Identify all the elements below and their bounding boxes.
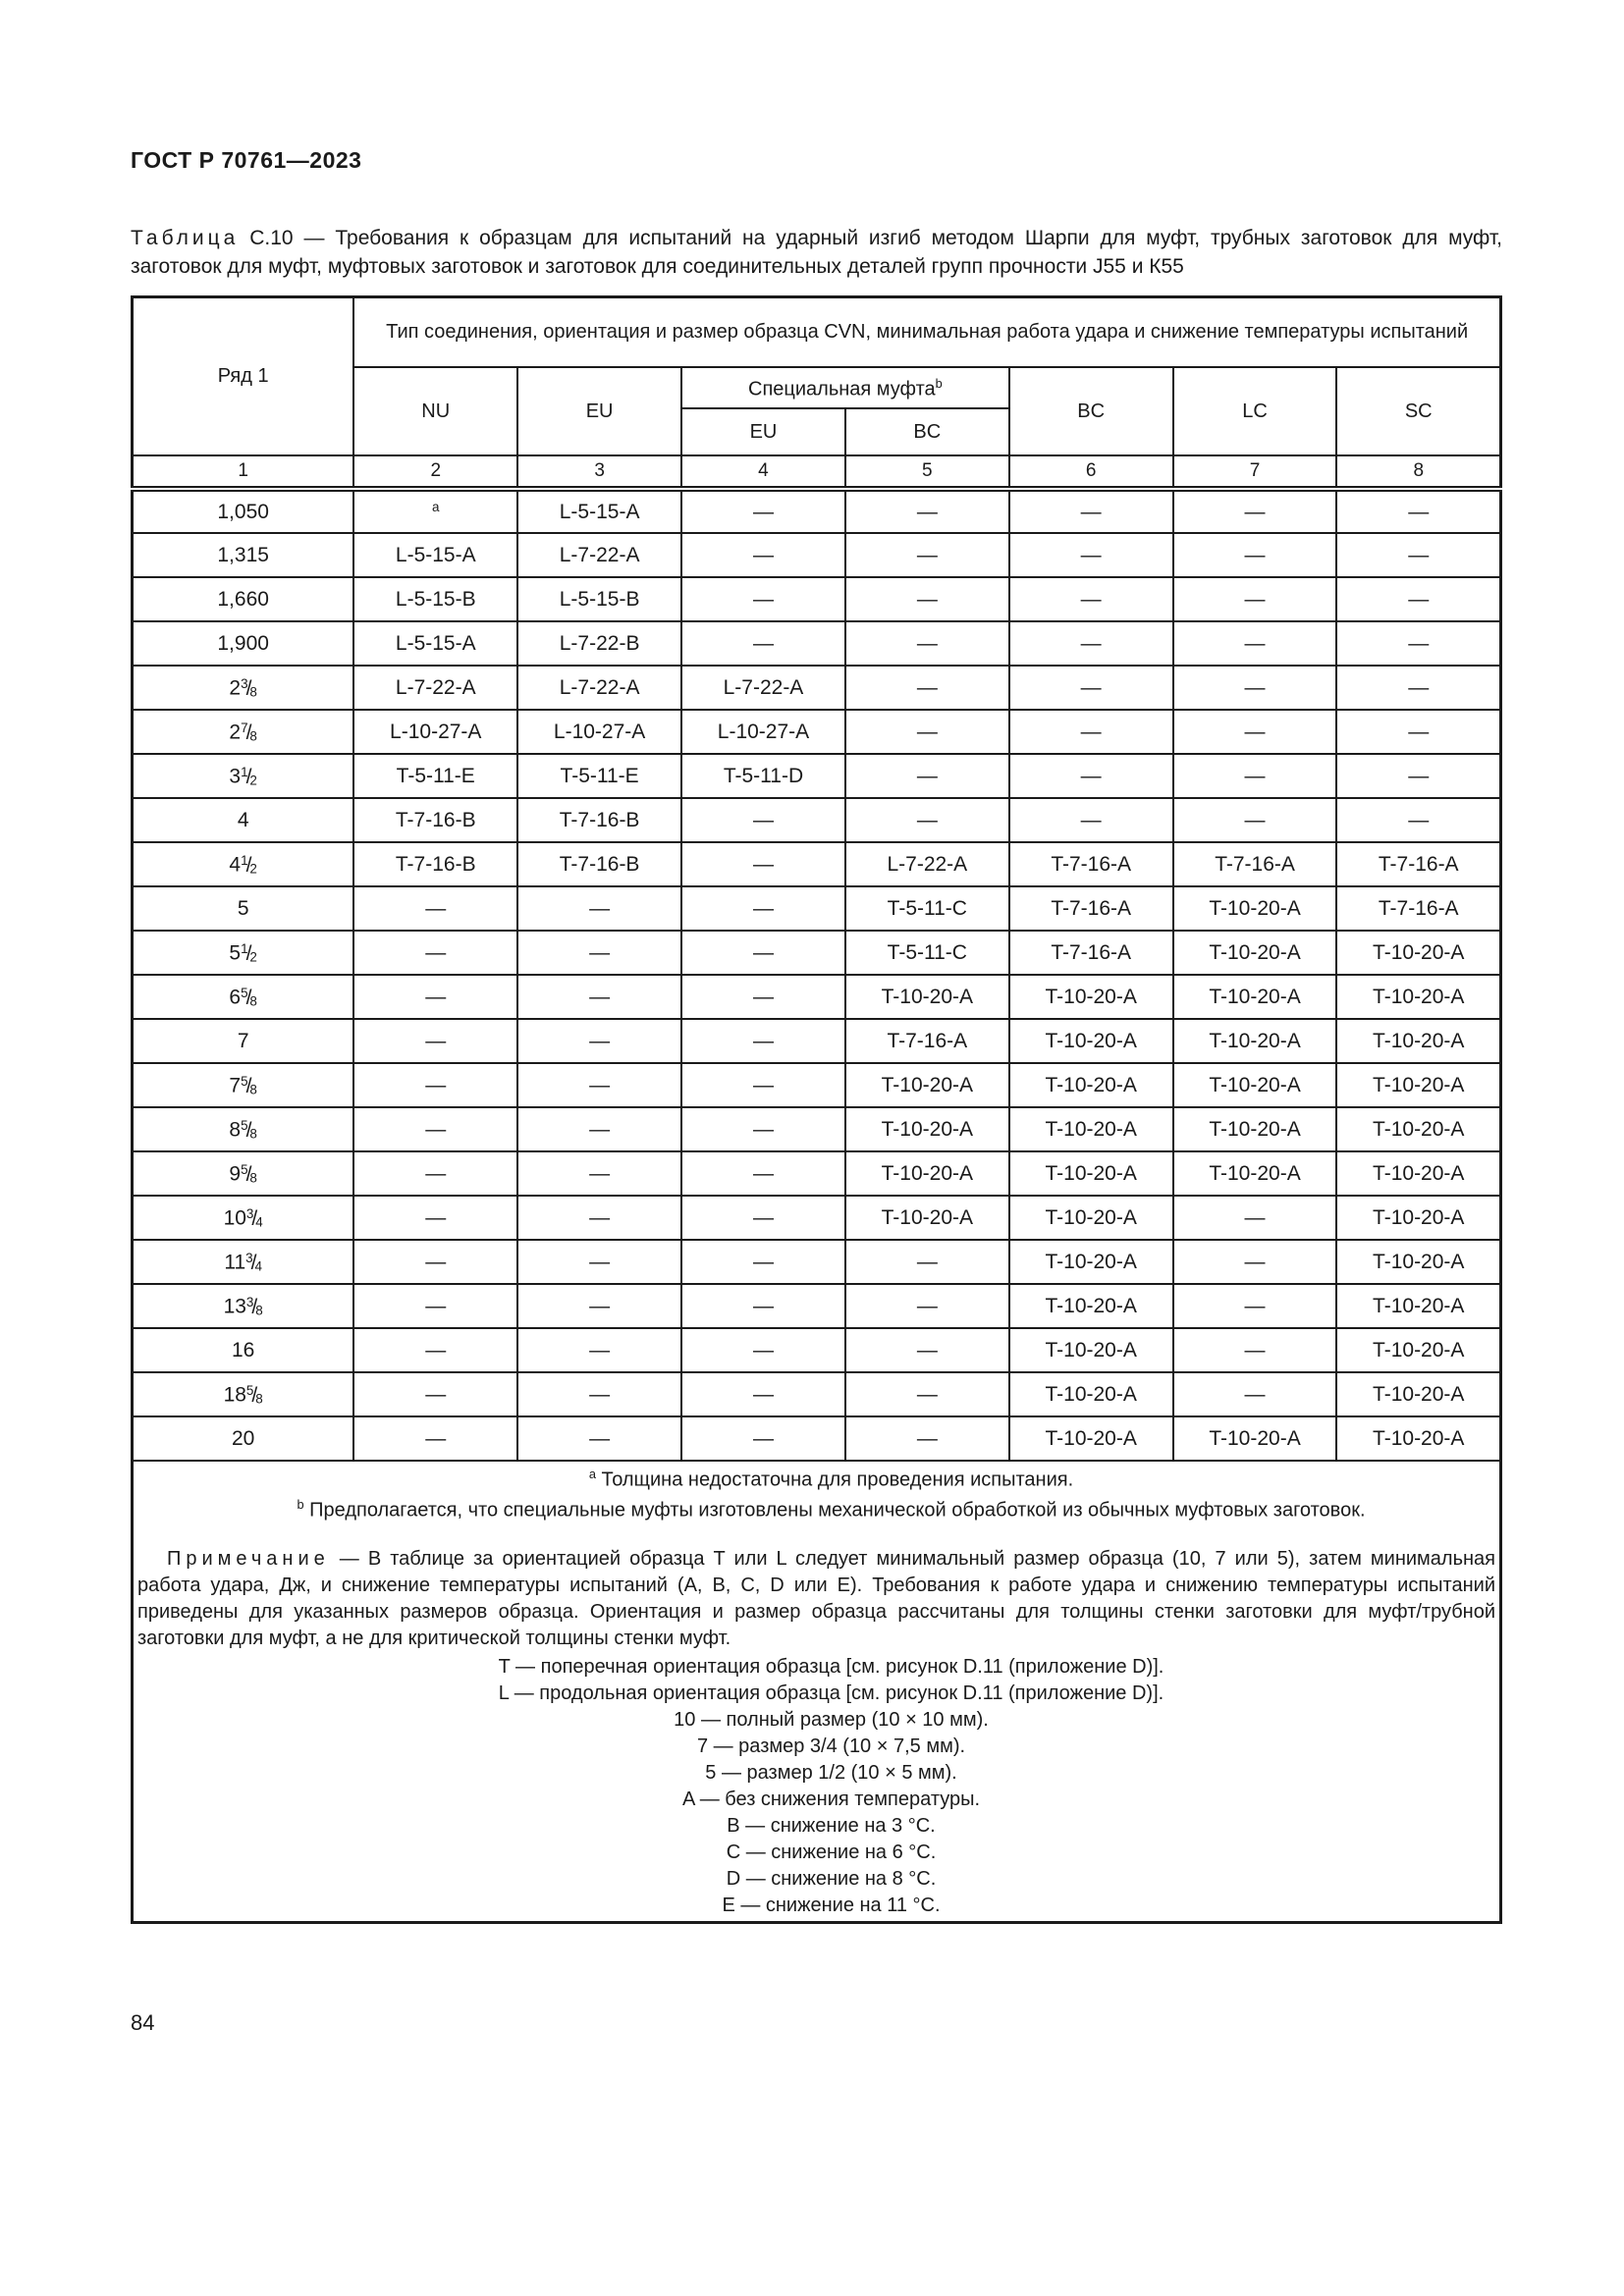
table-cell: — <box>1009 533 1173 577</box>
table-cell: — <box>1173 1284 1337 1328</box>
header-special-bc: BC <box>845 408 1009 455</box>
table-cell: T-7-16-B <box>353 798 517 842</box>
legend-line: 5 — размер 1/2 (10 × 5 мм). <box>705 1761 957 1784</box>
table-cell: T-10-20-A <box>1173 1416 1337 1461</box>
table-cell: T-10-20-A <box>1336 1328 1500 1372</box>
table-row <box>133 1328 1501 1372</box>
table-cell: T-7-16-A <box>1009 886 1173 931</box>
table-cell: — <box>845 1372 1009 1416</box>
table-notes <box>133 1461 1501 1922</box>
row-size-cell: 1,660 <box>133 577 354 621</box>
table-cell: — <box>517 886 681 931</box>
table-cell: — <box>1173 621 1337 666</box>
header-ryad1: Ряд 1 <box>133 296 354 455</box>
table-cell: T-10-20-A <box>1009 1372 1173 1416</box>
table-cell: — <box>1336 621 1500 666</box>
table-cell: — <box>1173 533 1337 577</box>
table-caption <box>131 225 1502 282</box>
table-cell: T-10-20-A <box>845 1063 1009 1107</box>
table-cell: T-10-20-A <box>1336 1416 1500 1461</box>
table-cell: — <box>845 489 1009 533</box>
table-cell: — <box>517 1284 681 1328</box>
table-cell: — <box>681 577 845 621</box>
table-cell: T-10-20-A <box>1336 1196 1500 1240</box>
legend-line: E — снижение на 11 °C. <box>722 1894 941 1916</box>
table-row <box>133 931 1501 975</box>
table-cell: — <box>353 975 517 1019</box>
footnote: $^b$ Предполагается, что специальные муфты изготовлены механической обработкой из обычных муфтовых заготовок. <box>297 1497 1366 1522</box>
table-cell: T-10-20-A <box>1336 1240 1500 1284</box>
table-head <box>133 296 1501 489</box>
table-cell: — <box>517 1372 681 1416</box>
table-cell: — <box>681 533 845 577</box>
table-c10 <box>131 295 1502 1924</box>
table-cell: — <box>845 798 1009 842</box>
table-cell: — <box>1336 710 1500 754</box>
column-number: 7 <box>1173 455 1337 489</box>
table-cell: — <box>517 1328 681 1372</box>
table-row <box>133 754 1501 798</box>
table-cell: L-7-22-A <box>517 666 681 710</box>
row-size-cell: $18^5/_8$ <box>133 1372 354 1416</box>
table-cell: — <box>1173 1328 1337 1372</box>
row-size-cell: $3^1/_2$ <box>133 754 354 798</box>
table-cell: — <box>353 1240 517 1284</box>
table-cell: T-10-20-A <box>1336 1107 1500 1151</box>
row-size-cell: 7 <box>133 1019 354 1063</box>
table-cell: — <box>353 1284 517 1328</box>
table-cell: — <box>845 1416 1009 1461</box>
row-size-cell: $5^1/_2$ <box>133 931 354 975</box>
table-cell: T-10-20-A <box>1009 975 1173 1019</box>
table-row <box>133 1240 1501 1284</box>
table-cell: — <box>353 1196 517 1240</box>
table-cell: T-7-16-A <box>1009 931 1173 975</box>
table-cell: — <box>353 1416 517 1461</box>
table-cell: T-7-16-A <box>1009 842 1173 886</box>
table-cell: — <box>1009 666 1173 710</box>
table-cell: T-7-16-A <box>1173 842 1337 886</box>
header-row-group <box>133 296 1501 367</box>
header-group-title: Тип соединения, ориентация и размер образца CVN, минимальная работа удара и снижение температуры испытаний <box>353 296 1500 367</box>
table-cell: T-7-16-A <box>1336 842 1500 886</box>
table-row <box>133 1284 1501 1328</box>
table-cell: — <box>845 710 1009 754</box>
table-cell: — <box>353 1372 517 1416</box>
table-cell: — <box>681 1240 845 1284</box>
header-special-eu: EU <box>681 408 845 455</box>
table-cell: L-7-22-A <box>517 533 681 577</box>
table-cell: — <box>517 975 681 1019</box>
table-cell: T-5-11-E <box>353 754 517 798</box>
header-special-coupling <box>681 367 1009 408</box>
table-row <box>133 666 1501 710</box>
row-size-cell: $2^7/_8$ <box>133 710 354 754</box>
table-row <box>133 577 1501 621</box>
table-cell: — <box>1173 489 1337 533</box>
table-row <box>133 710 1501 754</box>
table-cell: — <box>845 577 1009 621</box>
table-cell: T-10-20-A <box>845 975 1009 1019</box>
table-cell: L-10-27-A <box>517 710 681 754</box>
table-cell: — <box>681 1284 845 1328</box>
table-cell: T-10-20-A <box>1336 931 1500 975</box>
row-size-cell: 4 <box>133 798 354 842</box>
table-cell: T-10-20-A <box>1173 1107 1337 1151</box>
row-size-cell: 1,050 <box>133 489 354 533</box>
table-cell: T-10-20-A <box>845 1196 1009 1240</box>
table-body <box>133 489 1501 1461</box>
table-cell: — <box>1009 754 1173 798</box>
table-cell: — <box>1336 533 1500 577</box>
table-cell: T-7-16-B <box>517 842 681 886</box>
table-cell: — <box>517 1240 681 1284</box>
row-size-cell: $13^3/_8$ <box>133 1284 354 1328</box>
row-size-cell: $10^3/_4$ <box>133 1196 354 1240</box>
table-cell: — <box>1009 710 1173 754</box>
notes-row <box>133 1461 1501 1922</box>
table-cell: — <box>353 931 517 975</box>
column-number: 1 <box>133 455 354 489</box>
header-lc: LC <box>1173 367 1337 455</box>
table-cell: — <box>681 886 845 931</box>
table-cell: — <box>845 1328 1009 1372</box>
table-cell: a <box>353 489 517 533</box>
table-cell: — <box>845 754 1009 798</box>
table-cell: — <box>1336 489 1500 533</box>
table-cell: T-10-20-A <box>1009 1284 1173 1328</box>
table-cell: L-5-15-A <box>353 533 517 577</box>
table-cell: T-5-11-D <box>681 754 845 798</box>
row-size-cell: 1,900 <box>133 621 354 666</box>
table-row <box>133 886 1501 931</box>
table-cell: — <box>1173 1196 1337 1240</box>
table-cell: T-10-20-A <box>1173 1019 1337 1063</box>
table-cell: — <box>681 975 845 1019</box>
header-sc: SC <box>1336 367 1500 455</box>
legend-container <box>137 1654 1495 1919</box>
table-row <box>133 1372 1501 1416</box>
table-cell: — <box>1009 798 1173 842</box>
table-cell: — <box>845 1240 1009 1284</box>
table-cell: — <box>681 798 845 842</box>
note-text: — В таблице за ориентацией образца T или L следует минимальный размер образца (10, 7 или 5), затем минимальная работа удара, Дж, и снижение температуры испытаний (A, B, C, D или E). Требования к работе удара и снижению температуры испытаний приведены для указанных размеров образца. Ориентация и размер образца рассчитаны для толщины стенки заготовки для муфт/трубной заготовки для муфт, а не для критической толщины стенки муфт. <box>137 1547 1495 1649</box>
row-size-cell: $8^5/_8$ <box>133 1107 354 1151</box>
table-row <box>133 1416 1501 1461</box>
table-cell: T-10-20-A <box>1173 1063 1337 1107</box>
table-cell: T-10-20-A <box>1009 1107 1173 1151</box>
column-number: 3 <box>517 455 681 489</box>
column-number: 6 <box>1009 455 1173 489</box>
table-cell: — <box>845 1284 1009 1328</box>
table-cell: L-7-22-B <box>517 621 681 666</box>
row-size-cell: $9^5/_8$ <box>133 1151 354 1196</box>
standard-code: ГОСТ Р 70761—2023 <box>131 147 362 173</box>
table-cell: — <box>353 1328 517 1372</box>
table-cell: T-7-16-A <box>1336 886 1500 931</box>
table-cell: — <box>353 1151 517 1196</box>
caption-number: С.10 <box>249 227 294 249</box>
row-size-cell: $2^3/_8$ <box>133 666 354 710</box>
table-cell: T-10-20-A <box>1336 1019 1500 1063</box>
table-cell: T-7-16-A <box>845 1019 1009 1063</box>
row-size-cell: 16 <box>133 1328 354 1372</box>
table-cell: T-7-16-B <box>353 842 517 886</box>
table-cell: T-10-20-A <box>1009 1240 1173 1284</box>
header-row-column-numbers <box>133 455 1501 489</box>
table-cell: — <box>517 931 681 975</box>
caption-label: Таблица <box>131 227 240 249</box>
table-cell: T-10-20-A <box>1173 1151 1337 1196</box>
table-cell: L-10-27-A <box>353 710 517 754</box>
table-row <box>133 1019 1501 1063</box>
table-cell: L-7-22-A <box>845 842 1009 886</box>
table-cell: T-10-20-A <box>1009 1416 1173 1461</box>
table-cell: — <box>1173 1240 1337 1284</box>
legend-line: B — снижение на 3 °C. <box>727 1814 936 1837</box>
table-cell: — <box>1009 621 1173 666</box>
table-cell: L-5-15-B <box>517 577 681 621</box>
legend-line: C — снижение на 6 °C. <box>726 1841 937 1863</box>
legend-line: A — без снижения температуры. <box>681 1788 981 1810</box>
table-cell: L-10-27-A <box>681 710 845 754</box>
table-cell: T-10-20-A <box>1336 1284 1500 1328</box>
table-cell: — <box>681 842 845 886</box>
table-cell: — <box>517 1196 681 1240</box>
legend-line: 10 — полный размер (10 × 10 мм). <box>674 1708 989 1731</box>
table-cell: — <box>1009 577 1173 621</box>
table-cell: — <box>1336 798 1500 842</box>
table-cell: T-10-20-A <box>845 1107 1009 1151</box>
special-coupling-footnote-mark: b <box>935 375 943 391</box>
table-row <box>133 1151 1501 1196</box>
column-number: 8 <box>1336 455 1500 489</box>
table-cell: T-10-20-A <box>1173 886 1337 931</box>
table-cell: T-5-11-C <box>845 886 1009 931</box>
table-foot <box>133 1461 1501 1922</box>
table-cell: — <box>517 1063 681 1107</box>
table-cell: T-10-20-A <box>1009 1019 1173 1063</box>
table-cell: L-5-15-A <box>353 621 517 666</box>
table-cell: T-10-20-A <box>1173 931 1337 975</box>
table-cell: — <box>845 621 1009 666</box>
header-eu: EU <box>517 367 681 455</box>
table-cell: — <box>681 1019 845 1063</box>
table-cell: T-10-20-A <box>1009 1196 1173 1240</box>
table-row <box>133 975 1501 1019</box>
caption-text: Требования к образцам для испытаний на ударный изгиб методом Шарпи для муфт, трубных заготовок для муфт, заготовок для муфт, муфтовых заготовок и заготовок для соединительных деталей групп прочности J55 и К55 <box>131 227 1502 278</box>
table-cell: — <box>1173 1372 1337 1416</box>
table-cell: — <box>1173 577 1337 621</box>
table-cell: — <box>353 1063 517 1107</box>
row-size-cell: 1,315 <box>133 533 354 577</box>
column-number: 2 <box>353 455 517 489</box>
legend-line: D — снижение на 8 °C. <box>726 1867 937 1890</box>
table-row <box>133 798 1501 842</box>
table-cell: — <box>845 533 1009 577</box>
table-cell: T-10-20-A <box>1173 975 1337 1019</box>
table-row <box>133 842 1501 886</box>
row-size-cell: 20 <box>133 1416 354 1461</box>
footnotes-container <box>137 1466 1495 1523</box>
table-cell: — <box>681 489 845 533</box>
table-cell: T-10-20-A <box>1336 1151 1500 1196</box>
row-size-cell: $4^1/_2$ <box>133 842 354 886</box>
table-note <box>137 1546 1495 1652</box>
table-row <box>133 621 1501 666</box>
table-cell: T-10-20-A <box>1336 1372 1500 1416</box>
table-cell: T-5-11-E <box>517 754 681 798</box>
table-cell: — <box>845 666 1009 710</box>
table-cell: — <box>517 1107 681 1151</box>
table-cell: — <box>517 1019 681 1063</box>
table-cell: T-10-20-A <box>1009 1151 1173 1196</box>
table-cell: — <box>1173 710 1337 754</box>
row-size-cell: $11^3/_4$ <box>133 1240 354 1284</box>
table-cell: — <box>1336 577 1500 621</box>
table-cell: — <box>1336 754 1500 798</box>
table-cell: — <box>517 1151 681 1196</box>
row-size-cell: $7^5/_8$ <box>133 1063 354 1107</box>
caption-dash: — <box>303 227 325 249</box>
row-size-cell: $6^5/_8$ <box>133 975 354 1019</box>
table-cell: — <box>517 1416 681 1461</box>
table-cell: — <box>353 886 517 931</box>
table-cell: T-5-11-C <box>845 931 1009 975</box>
note-label: Примечание <box>167 1547 330 1570</box>
table-cell: T-10-20-A <box>1336 975 1500 1019</box>
table-cell: — <box>681 1416 845 1461</box>
table-cell: — <box>1009 489 1173 533</box>
table-cell: T-10-20-A <box>1009 1328 1173 1372</box>
column-number: 5 <box>845 455 1009 489</box>
table-cell: — <box>681 621 845 666</box>
legend-line: L — продольная ориентация образца [см. рисунок D.11 (приложение D)]. <box>498 1682 1164 1704</box>
table-cell: — <box>681 1063 845 1107</box>
table-cell: L-7-22-A <box>681 666 845 710</box>
header-bc: BC <box>1009 367 1173 455</box>
table-row <box>133 1196 1501 1240</box>
table-cell: — <box>1336 666 1500 710</box>
table-cell: T-10-20-A <box>845 1151 1009 1196</box>
column-number: 4 <box>681 455 845 489</box>
table-cell: — <box>681 1328 845 1372</box>
table-cell: T-10-20-A <box>1336 1063 1500 1107</box>
table-cell: — <box>1173 798 1337 842</box>
table-cell: — <box>681 1107 845 1151</box>
table-cell: — <box>1173 666 1337 710</box>
table-cell: — <box>1173 754 1337 798</box>
table-cell: — <box>353 1019 517 1063</box>
table-cell: L-5-15-B <box>353 577 517 621</box>
footnote: $^a$ Толщина недостаточна для проведения испытания. <box>588 1467 1074 1492</box>
table-cell: — <box>681 1151 845 1196</box>
header-nu: NU <box>353 367 517 455</box>
table-cell: L-5-15-A <box>517 489 681 533</box>
legend-line: T — поперечная ориентация образца [см. рисунок D.11 (приложение D)]. <box>498 1655 1164 1678</box>
table-cell: T-10-20-A <box>1009 1063 1173 1107</box>
table-cell: — <box>681 1372 845 1416</box>
special-coupling-label: Специальная муфта <box>748 378 936 400</box>
table-cell: — <box>681 1196 845 1240</box>
table-cell: T-7-16-B <box>517 798 681 842</box>
row-size-cell: 5 <box>133 886 354 931</box>
table-cell: — <box>681 931 845 975</box>
page-number: 84 <box>131 2009 155 2035</box>
table-row <box>133 1107 1501 1151</box>
table-cell: — <box>353 1107 517 1151</box>
table-row <box>133 489 1501 533</box>
table-cell: L-7-22-A <box>353 666 517 710</box>
table-row <box>133 533 1501 577</box>
table-row <box>133 1063 1501 1107</box>
legend-line: 7 — размер 3/4 (10 × 7,5 мм). <box>696 1735 966 1757</box>
